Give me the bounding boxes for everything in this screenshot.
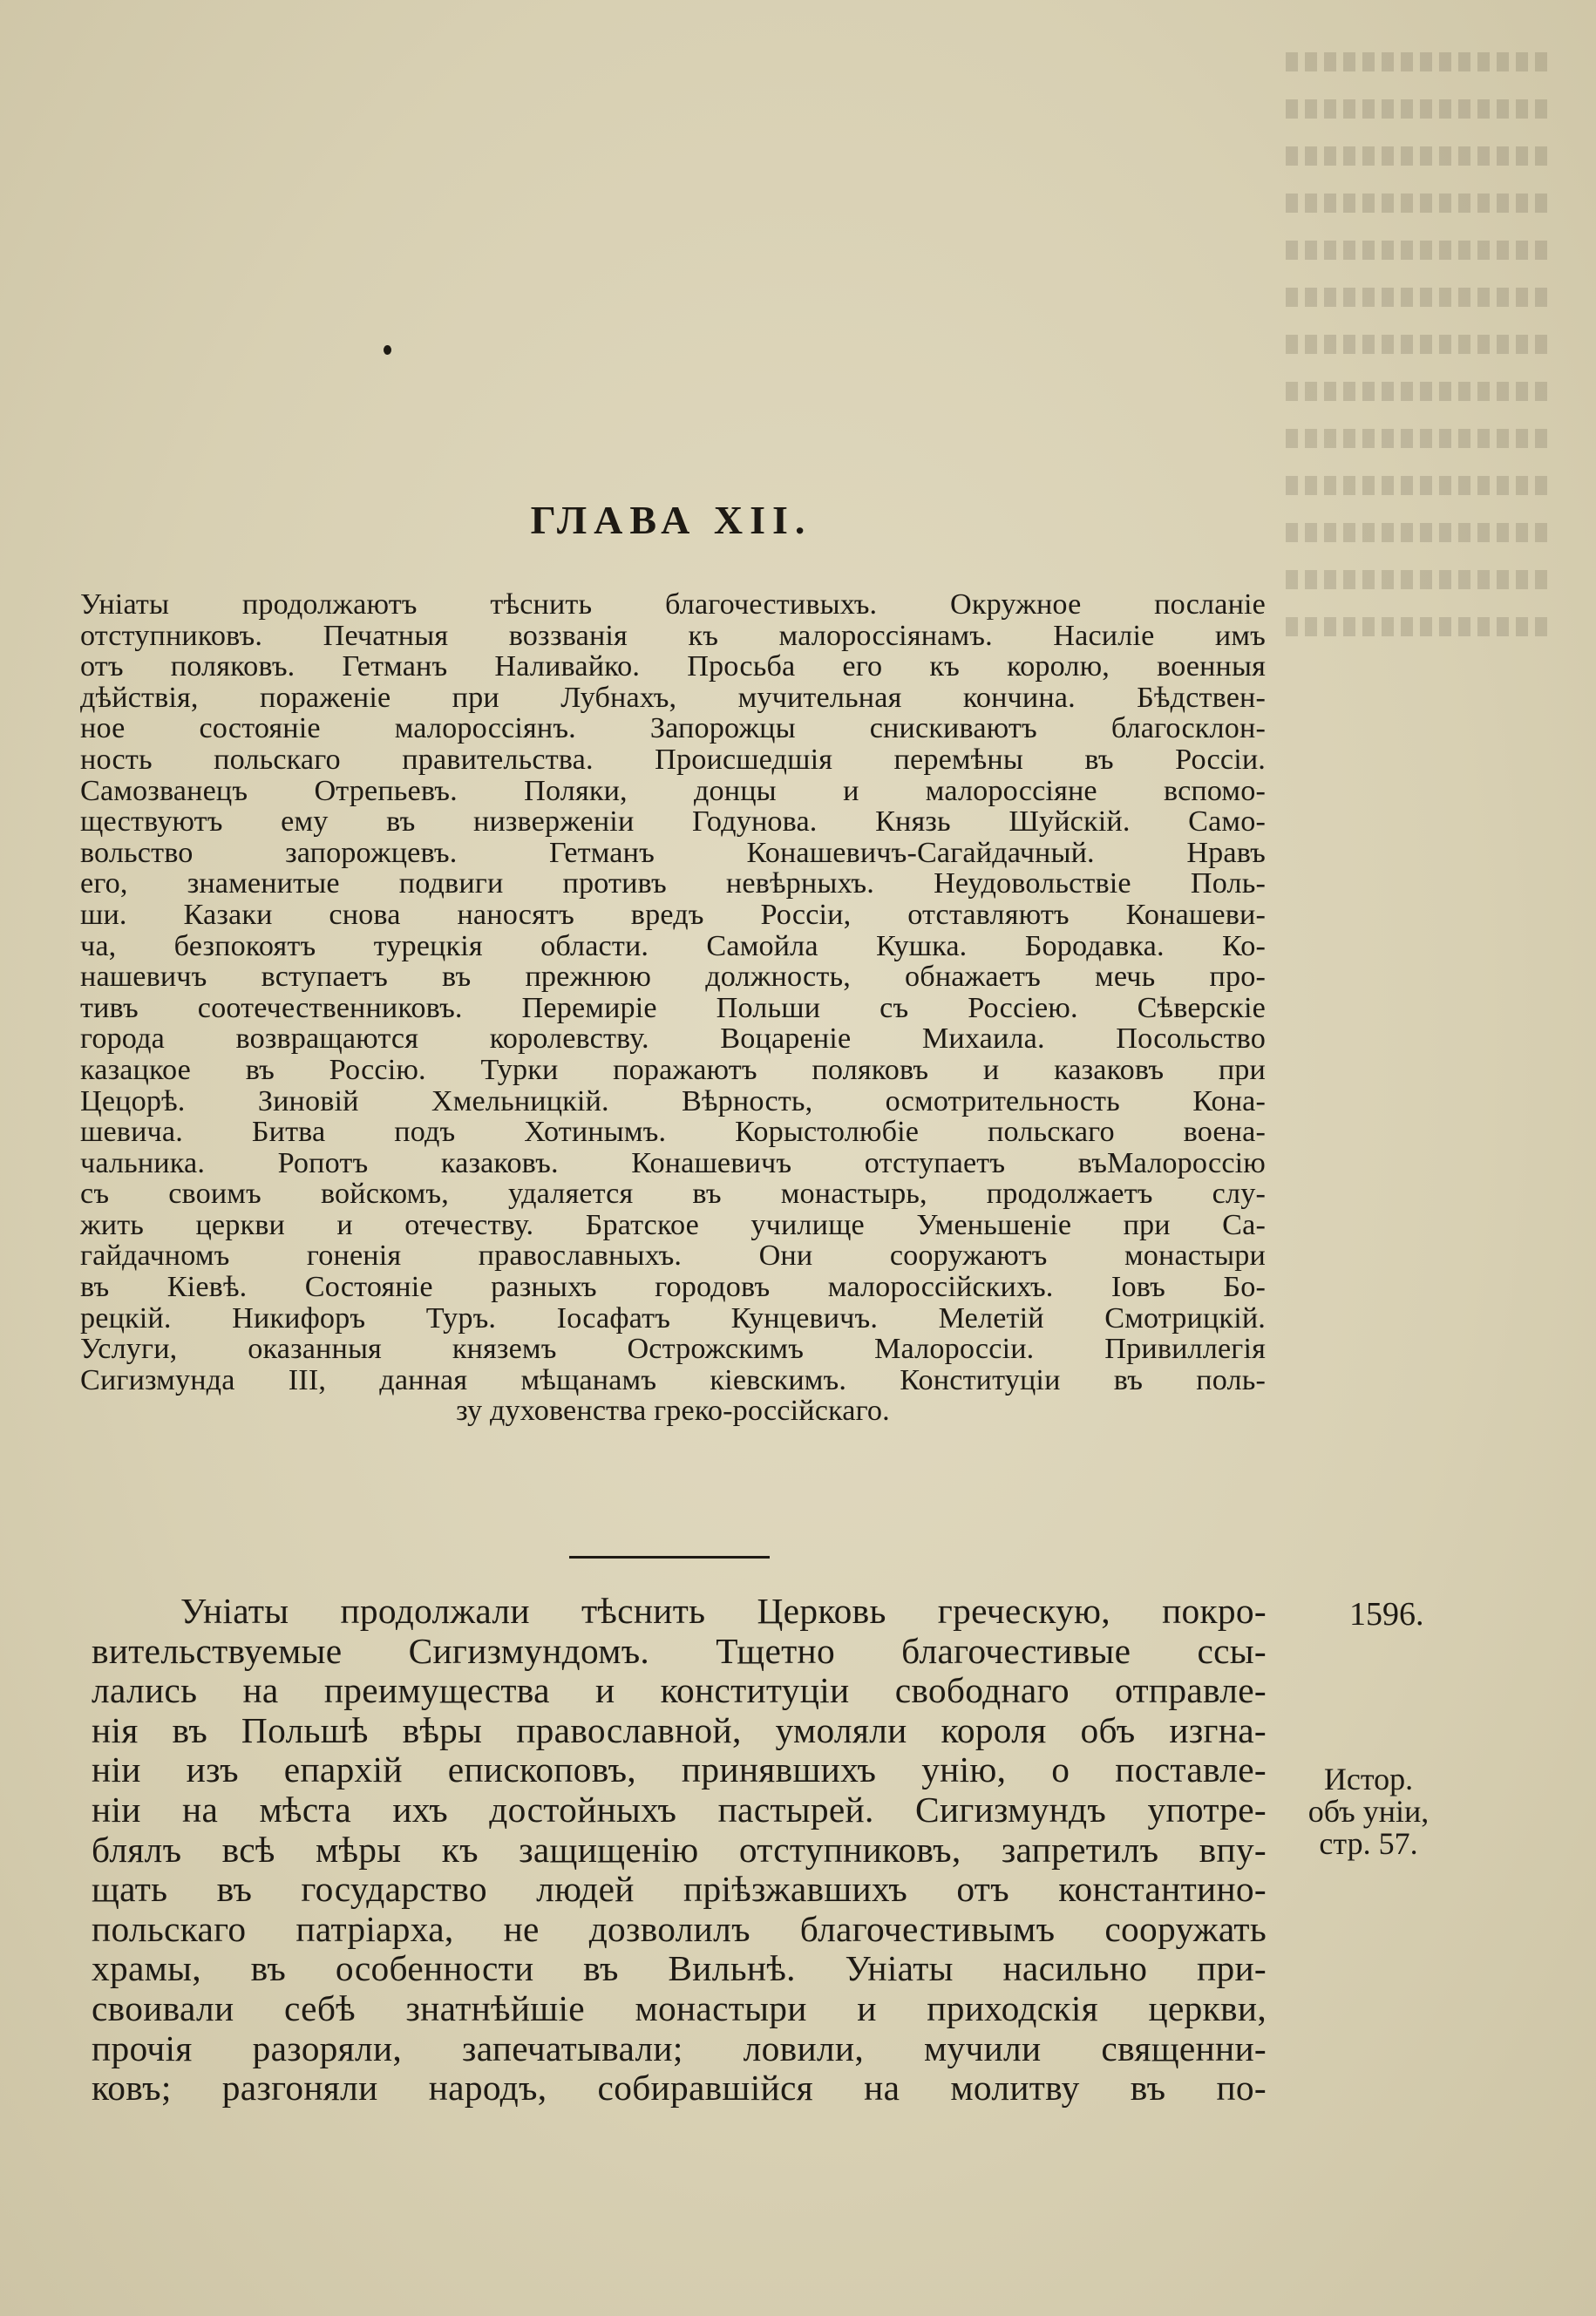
summary-line: зу духовенства греко-россійскаго. — [456, 1395, 890, 1428]
summary-line: нашевичъ вступаетъ въ прежнюю должность, обнажаетъ мечь про- — [80, 961, 1266, 994]
margin-reference-note — [1281, 1763, 1456, 1860]
summary-line: шевича. Битва подъ Хотинымъ. Корыстолюбіе польскаго воена- — [80, 1116, 1266, 1149]
summary-line: Сигизмунда III, данная мѣщанамъ кіевскимъ. Конституціи въ поль- — [80, 1363, 1266, 1396]
summary-line: ши. Казаки снова наносятъ вредъ Россіи, отставляютъ Конашеви- — [80, 898, 1266, 931]
summary-line: ность польскаго правительства. Происшедшія перемѣны въ Россіи. — [80, 743, 1266, 776]
body-line: своивали себѣ знатнѣйшіе монастыри и приходскія церкви, — [92, 1987, 1267, 2028]
summary-line: Самозванецъ Отрепьевъ. Поляки, донцы и малороссіяне вспомо- — [80, 774, 1266, 807]
body-paragraph — [92, 1592, 1267, 2109]
summary-line: вольство запорожцевъ. Гетманъ Конашевичъ-Сагайдачный. Нравъ — [80, 836, 1266, 869]
summary-line: его, знаменитые подвиги противъ невѣрныхъ. Неудовольствіе Поль- — [80, 867, 1266, 900]
margin-year-note: 1596. — [1349, 1596, 1424, 1633]
summary-line: отступниковъ. Печатныя воззванія къ малороссіянамъ. Насиліе имъ — [80, 619, 1266, 652]
body-line: прочія разоряли, запечатывали; ловили, мучили священни- — [92, 2027, 1267, 2068]
body-line: лались на преимущества и конституціи свободнаго отправле- — [92, 1670, 1267, 1711]
chapter-summary — [80, 589, 1266, 1427]
margin-reference-line: стр. 57. — [1319, 1826, 1418, 1861]
summary-line: съ своимъ войскомъ, удаляется въ монастырь, продолжаетъ слу- — [80, 1178, 1266, 1211]
body-line: нія въ Польшѣ вѣры православной, умоляли короля объ изгна- — [92, 1709, 1267, 1750]
body-line: ніи на мѣста ихъ достойныхъ пастырей. Сигизмундъ употре- — [92, 1789, 1267, 1830]
summary-line: Уніаты продолжаютъ тѣснить благочестивыхъ. Окружное посланіе — [80, 588, 1266, 621]
summary-line: Цецорѣ. Зиновій Хмельницкій. Вѣрность, осмотрительность Кона- — [80, 1084, 1266, 1117]
body-line: блялъ всѣ мѣры къ защищенію отступниковъ, запретилъ впу- — [92, 1829, 1267, 1870]
margin-reference-line: Истор. — [1323, 1762, 1414, 1796]
summary-line: города возвращаются королевству. Воцареніе Михаила. Посольство — [80, 1022, 1266, 1056]
summary-line: гайдачномъ гоненія православныхъ. Они сооружаютъ монастыри — [80, 1240, 1266, 1273]
summary-line: тивъ соотечественниковъ. Перемиріе Польши съ Россіею. Сѣверскіе — [80, 991, 1266, 1024]
chapter-title: ГЛАВА XII. — [530, 498, 812, 542]
body-line: польскаго патріарха, не дозволилъ благочестивымъ сооружать — [92, 1908, 1267, 1949]
summary-line: рецкій. Никифоръ Туръ. Іосафатъ Кунцевичъ. Мелетій Смотрицкій. — [80, 1301, 1266, 1335]
section-divider — [569, 1556, 770, 1559]
summary-line: въ Кіевѣ. Состояніе разныхъ городовъ малороссійскихъ. Іовъ Бо- — [80, 1271, 1266, 1304]
summary-line: жить церкви и отечеству. Братское училище Уменьшеніе при Са- — [80, 1208, 1266, 1241]
summary-line: чальника. Ропотъ казаковъ. Конашевичъ отступаетъ въМалороссію — [80, 1146, 1266, 1179]
summary-line: ча, безпокоятъ турецкія области. Самойла Кушка. Бородавка. Ко- — [80, 929, 1266, 962]
summary-line: дѣйствія, пораженіе при Лубнахъ, мучительная кончина. Бѣдствен- — [80, 681, 1266, 714]
summary-line: ществуютъ ему въ низверженіи Годунова. Князь Шуйскій. Само- — [80, 805, 1266, 839]
body-line: ніи изъ епархій епископовъ, принявшихъ унію, о поставле- — [92, 1749, 1267, 1790]
bleed-through-text — [1286, 52, 1547, 680]
summary-line: казацкое въ Россію. Турки поражаютъ поляковъ и казаковъ при — [80, 1053, 1266, 1086]
body-line: щать въ государство людей пріѣзжавшихъ отъ константино- — [92, 1869, 1267, 1910]
summary-line: отъ поляковъ. Гетманъ Наливайко. Просьба его къ королю, военныя — [80, 650, 1266, 683]
body-line: ковъ; разгоняли народъ, собиравшійся на молитву въ по- — [92, 2068, 1267, 2109]
summary-line: ное состояніе малороссіянъ. Запорожцы снискиваютъ благосклон- — [80, 712, 1266, 745]
body-line: вительствуемые Сигизмундомъ. Тщетно благочестивые ссы- — [92, 1630, 1267, 1671]
body-line: Уніаты продолжали тѣснить Церковь греческую, покро- — [180, 1591, 1267, 1631]
summary-line: Услуги, оказанныя княземъ Острожскимъ Малороссіи. Привиллегія — [80, 1333, 1266, 1366]
ink-spot — [384, 345, 391, 355]
body-line: храмы, въ особенности въ Вильнѣ. Уніаты насильно при- — [92, 1948, 1267, 1989]
margin-reference-line: объ уніи, — [1307, 1794, 1430, 1829]
